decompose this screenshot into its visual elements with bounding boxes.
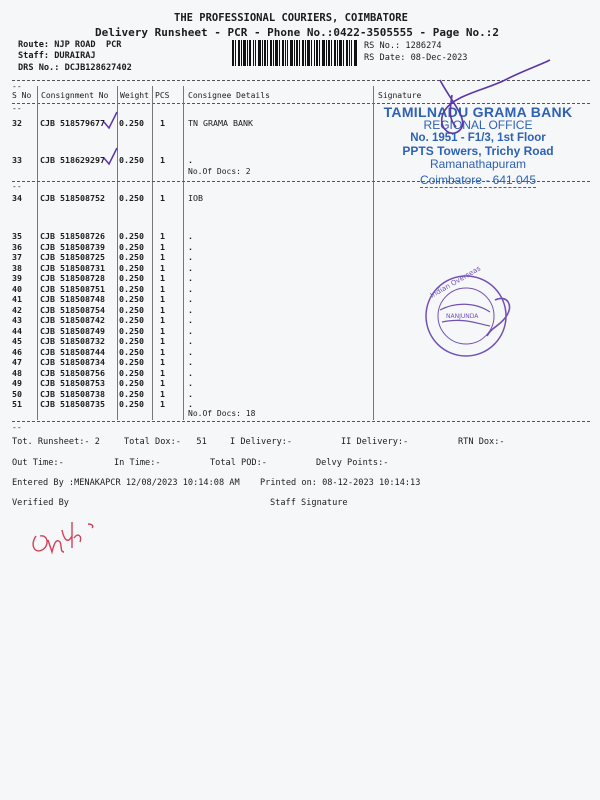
docs-count: No.Of Docs: 18: [188, 409, 256, 418]
row-dash-marker: --: [12, 423, 22, 432]
printed-on: Printed on: 08-12-2023 10:14:13: [260, 478, 421, 488]
row-sno: 33: [12, 155, 22, 165]
row-sno: 37: [12, 252, 22, 262]
row-pcs: 1: [160, 193, 165, 203]
row-consignment: CJB 518508725: [40, 252, 105, 262]
row-pcs: 1: [160, 346, 165, 357]
row-consignment: CJB 518508748: [40, 294, 105, 304]
row-consignment: CJB 518508749: [40, 325, 105, 336]
row-weight: 0.250: [119, 315, 144, 325]
route-label: Route: NJP ROAD PCR: [18, 40, 122, 50]
row-consignment: CJB 518508751: [40, 283, 105, 294]
row-sno: 38: [12, 262, 22, 273]
row-consignment: CJB 518508731: [40, 262, 105, 273]
row-details: .: [188, 346, 193, 357]
col-header-consignment: Consignment No: [41, 91, 109, 100]
bank-seal-icon: [426, 264, 510, 356]
row-sno: 39: [12, 273, 22, 283]
entered-by: Entered By :MENAKAPCR 12/08/2023 10:14:08 AM: [12, 478, 240, 488]
row-pcs: 1: [160, 357, 165, 367]
row-sno: 32: [12, 118, 22, 128]
i-delivery: I Delivery:-: [230, 437, 293, 447]
row-weight: 0.250: [119, 193, 144, 203]
tick-mark-icon: [104, 148, 117, 164]
row-weight: 0.250: [119, 294, 144, 304]
row-pcs: 1: [160, 155, 165, 165]
row-weight: 0.250: [119, 336, 144, 346]
row-weight: 0.250: [119, 252, 144, 262]
row-details: .: [188, 357, 193, 367]
row-consignment: CJB 518508752: [40, 193, 105, 203]
drs-number: DRS No.: DCJB128627402: [18, 63, 132, 73]
row-sno: 47: [12, 357, 22, 367]
row-pcs: 1: [160, 252, 165, 262]
rs-number: RS No.: 1286274: [364, 41, 442, 51]
stamp-address-line: No. 1951 - F1/3, 1st Floor: [410, 132, 546, 144]
staff-label: Staff: DURAIRAJ: [18, 51, 96, 61]
header-dash-marker: --: [12, 82, 22, 91]
row-details: .: [188, 367, 193, 378]
row-weight: 0.250: [119, 367, 144, 378]
row-consignment: CJB 518508728: [40, 273, 105, 283]
runsheet-subtitle: Delivery Runsheet - PCR - Phone No.:0422-3505555 - Page No.:2: [95, 26, 499, 39]
row-consignment: CJB 518508744: [40, 346, 105, 357]
row-details: .: [188, 273, 193, 283]
row-consignment: CJB 518508735: [40, 399, 105, 409]
row-weight: 0.250: [119, 283, 144, 294]
in-time: In Time:-: [114, 458, 161, 468]
row-sno: 43: [12, 315, 22, 325]
row-weight: 0.250: [119, 346, 144, 357]
total-pod: Total POD:-: [210, 458, 267, 468]
row-details: TN GRAMA BANK: [188, 118, 253, 128]
row-weight: 0.250: [119, 399, 144, 409]
row-weight: 0.250: [119, 388, 144, 399]
row-sno: 34: [12, 193, 22, 203]
stamp-address-line: Ramanathapuram: [429, 157, 527, 171]
col-header-pcs: PCS: [155, 91, 170, 100]
row-consignment: CJB 518508754: [40, 304, 105, 315]
row-sno: 40: [12, 283, 22, 294]
row-pcs: 1: [160, 231, 165, 241]
tot-runsheet: Tot. Runsheet:- 2: [12, 437, 100, 447]
row-pcs: 1: [160, 118, 165, 128]
row-weight: 0.250: [119, 304, 144, 315]
row-sno: 50: [12, 388, 22, 399]
row-sno: 42: [12, 304, 22, 315]
svg-text:Indian Overseas: Indian Overseas: [429, 264, 482, 300]
stamp-address-line: Coimbatore - 641 045: [419, 173, 537, 187]
ii-delivery: II Delivery:-: [341, 437, 409, 447]
row-pcs: 1: [160, 273, 165, 283]
col-header-details: Consignee Details: [188, 91, 270, 100]
row-pcs: 1: [160, 367, 165, 378]
row-pcs: 1: [160, 325, 165, 336]
company-title: THE PROFESSIONAL COURIERS, COIMBATORE: [174, 12, 408, 24]
row-details: .: [188, 262, 193, 273]
row-pcs: 1: [160, 388, 165, 399]
handwritten-signature-icon: [440, 60, 550, 133]
row-consignment: CJB 518579677: [40, 118, 105, 128]
row-sno: 44: [12, 325, 22, 336]
col-header-weight: Weight: [120, 91, 149, 100]
row-details: .: [188, 231, 193, 241]
red-initials-icon: [33, 522, 93, 552]
row-sno: 48: [12, 367, 22, 378]
out-time: Out Time:-: [12, 458, 64, 468]
row-consignment: CJB 518508753: [40, 378, 105, 388]
row-pcs: 1: [160, 241, 165, 252]
row-weight: 0.250: [119, 262, 144, 273]
stamp-address-line: PPTS Towers, Trichy Road: [402, 144, 554, 158]
docs-count: No.Of Docs: 2: [188, 167, 251, 176]
row-dash-marker: --: [12, 104, 22, 113]
row-pcs: 1: [160, 294, 165, 304]
staff-signature: Staff Signature: [270, 498, 348, 508]
row-details: .: [188, 325, 193, 336]
verified-by: Verified By: [12, 498, 69, 508]
stamp-bank-name: TAMILNADU GRAMA BANK: [383, 104, 573, 120]
row-details: .: [188, 378, 193, 388]
row-pcs: 1: [160, 304, 165, 315]
row-details: .: [188, 283, 193, 294]
row-consignment: CJB 518508742: [40, 315, 105, 325]
col-header-sno: S No: [12, 91, 32, 100]
row-details: .: [188, 252, 193, 262]
rtn-dox: RTN Dox:-: [458, 437, 505, 447]
col-header-signature: Signature: [378, 91, 422, 100]
row-sno: 36: [12, 241, 22, 252]
stamp-office: REGIONAL OFFICE: [423, 118, 533, 132]
row-sno: 41: [12, 294, 22, 304]
row-details: .: [188, 155, 193, 165]
row-sno: 49: [12, 378, 22, 388]
rs-date: RS Date: 08-Dec-2023: [364, 53, 468, 63]
delvy-points: Delvy Points:-: [316, 458, 389, 468]
row-details: .: [188, 241, 193, 252]
row-weight: 0.250: [119, 273, 144, 283]
row-pcs: 1: [160, 336, 165, 346]
row-sno: 35: [12, 231, 22, 241]
row-details: .: [188, 399, 193, 409]
row-pcs: 1: [160, 283, 165, 294]
row-consignment: CJB 518629297: [40, 155, 105, 165]
row-details: .: [188, 294, 193, 304]
row-consignment: CJB 518508756: [40, 367, 105, 378]
row-pcs: 1: [160, 399, 165, 409]
row-details: .: [188, 304, 193, 315]
row-sno: 51: [12, 399, 22, 409]
row-weight: 0.250: [119, 118, 144, 128]
row-pcs: 1: [160, 262, 165, 273]
row-weight: 0.250: [119, 231, 144, 241]
row-consignment: CJB 518508726: [40, 231, 105, 241]
row-consignment: CJB 518508738: [40, 388, 105, 399]
row-pcs: 1: [160, 315, 165, 325]
row-details: .: [188, 315, 193, 325]
row-consignment: CJB 518508734: [40, 357, 105, 367]
row-weight: 0.250: [119, 155, 144, 165]
row-dash-marker: --: [12, 182, 22, 191]
row-details: IOB: [188, 193, 203, 203]
row-weight: 0.250: [119, 357, 144, 367]
row-consignment: CJB 518508732: [40, 336, 105, 346]
row-weight: 0.250: [119, 241, 144, 252]
row-sno: 45: [12, 336, 22, 346]
tick-mark-icon: [104, 112, 117, 128]
row-weight: 0.250: [119, 325, 144, 336]
total-dox: Total Dox:- 51: [124, 437, 207, 447]
row-details: .: [188, 336, 193, 346]
row-consignment: CJB 518508739: [40, 241, 105, 252]
svg-text:NANJUNDA: NANJUNDA: [446, 313, 479, 320]
row-weight: 0.250: [119, 378, 144, 388]
row-details: .: [188, 388, 193, 399]
row-sno: 46: [12, 346, 22, 357]
row-pcs: 1: [160, 378, 165, 388]
